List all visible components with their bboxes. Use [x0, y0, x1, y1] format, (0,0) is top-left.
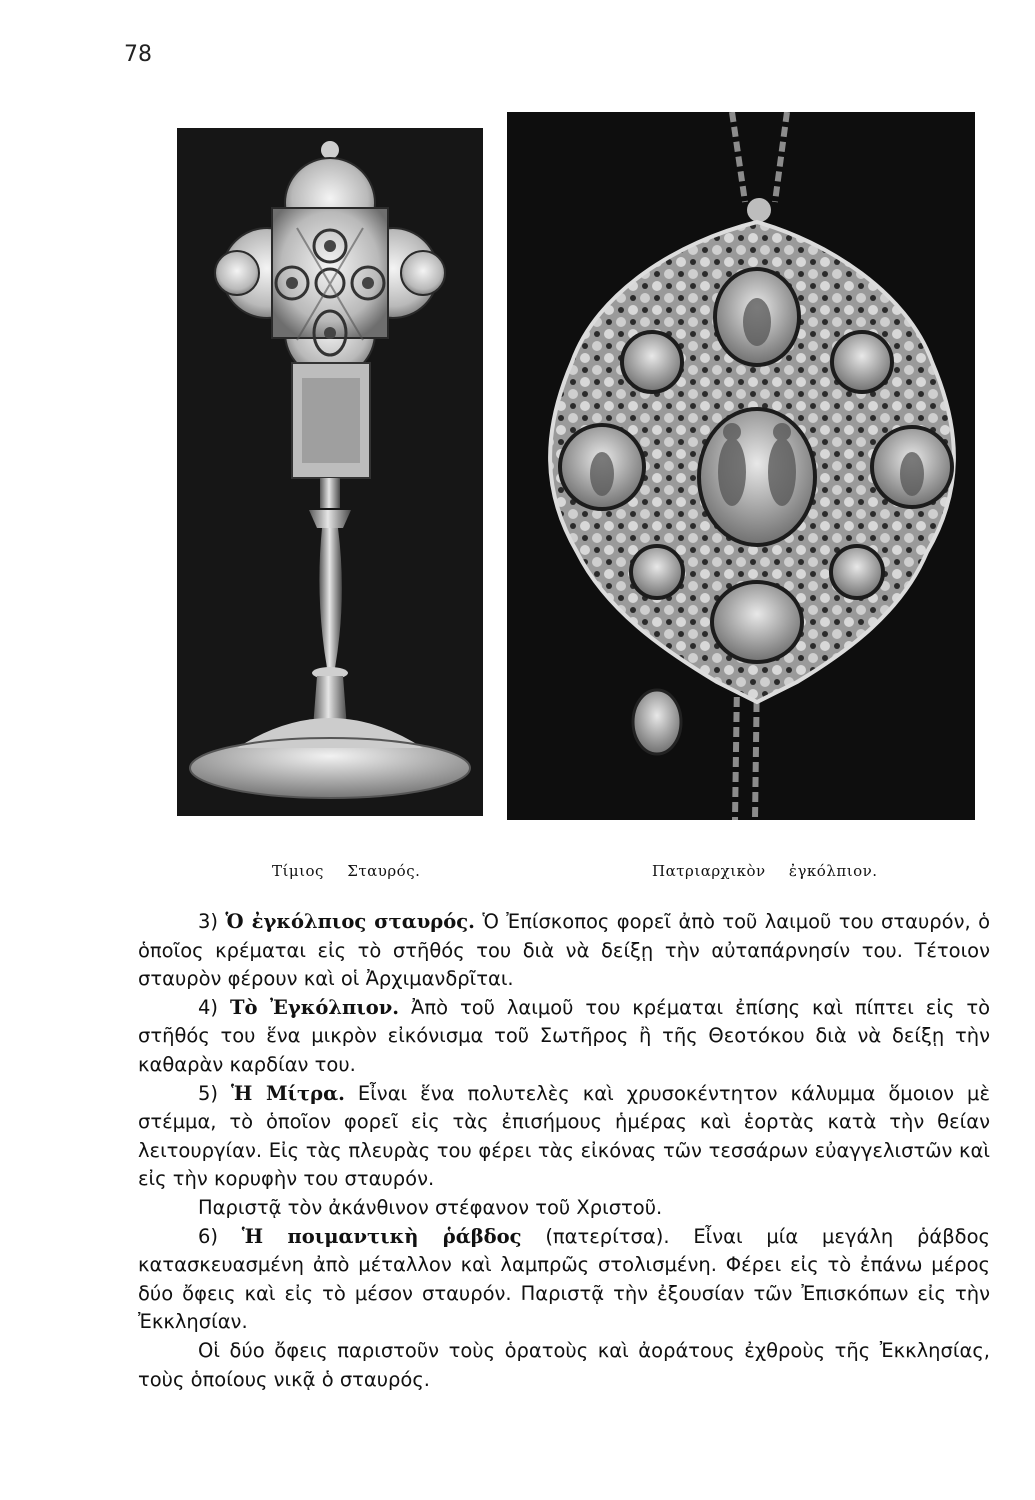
- paragraph-text: (πατερίτσα). Εἶναι μία μεγάλη ῥάβδος κατασκευασμένη ἀπὸ μέταλλον καὶ λαμπρῶς στολισμένη. Φέρει εἰς τὸ ἐπάνω μέρος δύο ὄφεις καὶ εἰς τὸ μέσον σταυρόν. Παριστᾷ τὴν ἐξουσίαν τῶν Ἐπισκόπων εἰς τὴν Ἐκκλησίαν.: [138, 1224, 990, 1334]
- paragraph-text: Ἀπὸ τοῦ λαιμοῦ του κρέμαται ἐπίσης καὶ πίπτει εἰς τὸ στῆθός του ἕνα μικρὸν εἰκόνισμα τοῦ Σωτῆρος ἢ τῆς Θεοτόκου διὰ νὰ δείξῃ τὴν καθαρὰν καρδίαν του.: [138, 995, 990, 1076]
- paragraph-number: 5): [198, 1081, 219, 1105]
- paragraph-mitra: [138, 1080, 990, 1194]
- paragraph-heading: Ἡ ποιμαντικὴ ῥάβδος: [241, 1224, 522, 1248]
- paragraph-poimantiki-ravdos: [138, 1223, 990, 1337]
- cross-photo: [177, 128, 483, 816]
- body-text: [138, 908, 990, 1394]
- paragraph-mitra-meaning: [138, 1194, 990, 1223]
- paragraph-heading: Τὸ Ἐγκόλπιον.: [229, 995, 400, 1019]
- paragraph-text: Οἱ δύο ὄφεις παριστοῦν τοὺς ὁρατοὺς καὶ ἀοράτους ἐχθροὺς τῆς Ἐκκλησίας, τοὺς ὁποίους νικᾷ ὁ σταυρός.: [138, 1338, 990, 1391]
- enkolpion-photo: [507, 112, 975, 820]
- paragraph-text: Ὁ Ἐπίσκοπος φορεῖ ἀπὸ τοῦ λαιμοῦ του σταυρόν, ὁ ὁποῖος κρέμαται εἰς τὸ στῆθός του διὰ νὰ δείξῃ τὴν αὐταπάρνησίν του. Τέτοιον σταυρὸν φέρουν καὶ οἱ Ἀρχιμανδρῖται.: [138, 910, 991, 991]
- paragraph-ofeis: [138, 1337, 990, 1394]
- paragraph-number: 3): [198, 910, 219, 933]
- paragraph-text: Παριστᾷ τὸν ἀκάνθινον στέφανον τοῦ Χριστοῦ.: [198, 1195, 663, 1219]
- paragraph-heading: Ὁ ἐγκόλπιος σταυρός.: [225, 910, 475, 933]
- paragraph-egkolpios-stavros: [138, 908, 990, 994]
- paragraph-number: 6): [198, 1224, 219, 1248]
- paragraph-egkolpion: [138, 994, 990, 1080]
- page-number: 78: [124, 42, 152, 67]
- paragraph-text: Εἶναι ἕνα πολυτελὲς καὶ χρυσοκέντητον κάλυμμα ὅμοιον μὲ στέμμα, τὸ ὁποῖον φορεῖ εἰς τὰς ἐπισήμους ἡμέρας καὶ ἑορτὰς κατὰ τὴν θείαν λειτουργίαν. Εἰς τὰς πλευρὰς του φέρει τὰς εἰκόνας τῶν τεσσάρων εὐαγγελιστῶν καὶ εἰς τὴν κορυφὴν του σταυρόν.: [138, 1081, 991, 1191]
- right-photo-caption: Πατριαρχικὸν ἐγκόλπιον.: [652, 862, 878, 880]
- paragraph-number: 4): [198, 995, 219, 1019]
- paragraph-heading: Ἡ Μίτρα.: [231, 1081, 345, 1105]
- left-photo-caption: Τίμιος Σταυρός.: [272, 862, 421, 880]
